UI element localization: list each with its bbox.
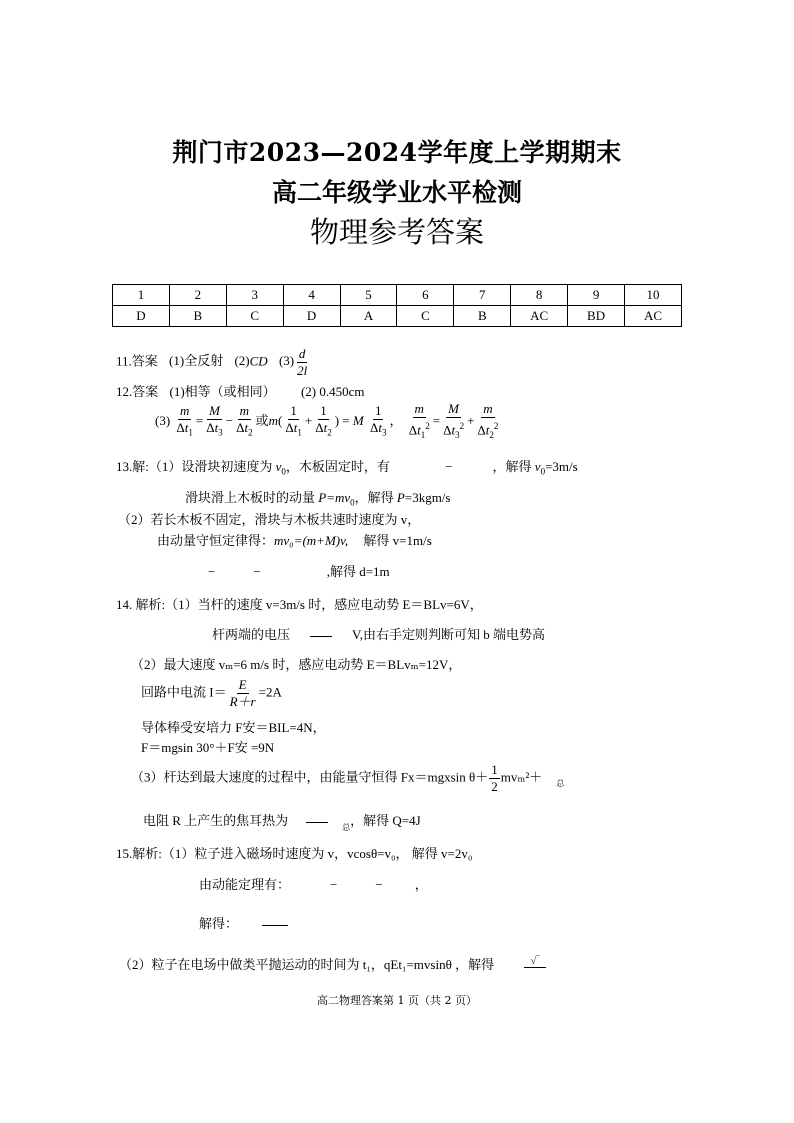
- table-row-numbers: [113, 285, 682, 306]
- q13-text: =3kgm/s: [404, 490, 451, 505]
- q11-part2-prefix: (2): [234, 353, 250, 369]
- q14-line7: （3）杆达到最大速度的过程中，由能量守恒得 Fx＝mgxsin θ＋ $\frac{1}{2}$ mvₘ²＋ $_总$: [131, 762, 565, 794]
- q12-part2: (2) 0.450cm: [300, 384, 365, 399]
- q11-den: 2l: [297, 363, 308, 378]
- q12-label: 12.答案: [116, 384, 159, 399]
- table-cell: D: [113, 306, 170, 327]
- q13-line1: 13.解:（1）设滑块初速度为 $v_0$，木板固定时，有 − ，解得 $v_0=3m/s$: [116, 459, 578, 477]
- q14-text: 电阻 R 上产生的焦耳热为: [143, 813, 289, 828]
- table-cell: AC: [625, 306, 682, 327]
- table-cell: 3: [226, 285, 283, 306]
- table-cell: A: [340, 306, 397, 327]
- q14-line4: [141, 677, 282, 710]
- page-footer: 高二物理答案第 1 页（共 2 页）: [317, 994, 477, 1007]
- q14-line6: F＝mgsin 30°＋F安 =9N: [141, 740, 275, 755]
- table-cell: 5: [340, 285, 397, 306]
- table-cell: B: [454, 306, 511, 327]
- page-title-line1: 荆门市2023—2024学年度上学期期末: [172, 138, 622, 167]
- q13-text: ,解得 d=1m: [326, 564, 390, 579]
- table-cell: BD: [568, 306, 625, 327]
- q14-line2: [212, 624, 545, 643]
- q14-line1: 14. 解析:（1）当杆的速度 v=3m/s 时，感应电动势 E＝BLv=6V，: [116, 597, 483, 612]
- q12-part1: (1)相等（或相同）: [169, 384, 276, 399]
- table-cell: 1: [113, 285, 170, 306]
- q15-text: （2）粒子在电场中做类平抛运动的时间为 t₁，qEt₁=mvsinθ ，解得: [119, 957, 495, 972]
- q13-line2: 滑块滑上木板时的动量 $P=mv_0$，解得 P=3kgm/s: [185, 490, 451, 508]
- table-cell: D: [283, 306, 340, 327]
- q15-text: 由动能定理有：: [199, 877, 291, 892]
- q11-label: 11.答案: [116, 353, 158, 369]
- q13-text: 由动量守恒定律得：: [157, 533, 275, 548]
- table-row-answers: [113, 306, 682, 327]
- q15-line3: [199, 913, 288, 932]
- q14-text: 总: [556, 779, 565, 789]
- q13-text: mv₀=(m+M)v,: [274, 533, 349, 548]
- q13-text: 滑块滑上木板时的动量: [185, 490, 319, 505]
- q15-line1: 15.解析:（1）粒子进入磁场时速度为 v，vcosθ=v₀， 解得 v=2v₀: [116, 846, 473, 861]
- table-cell: 2: [169, 285, 226, 306]
- q12-line1: [116, 381, 364, 400]
- table-cell: 9: [568, 285, 625, 306]
- q11-line: [116, 346, 310, 379]
- q14-text: （3）杆达到最大速度的过程中，由能量守恒得 Fx＝mgxsin θ＋: [131, 769, 489, 785]
- q14-text: mvₘ²＋: [500, 769, 543, 785]
- q11-part3: (3): [278, 353, 295, 369]
- q14-text: =2A: [258, 684, 282, 700]
- q14-line5: 导体棒受安培力 F安＝BIL=4N，: [141, 720, 326, 735]
- q11-fraction: [295, 346, 309, 379]
- q14-text: 回路中电流 I＝: [141, 684, 227, 700]
- q14-den: R＋r: [229, 694, 256, 709]
- q15-line2: 由动能定理有： − − ，: [199, 877, 428, 892]
- q13-line3: （2）若长木板不固定，滑块与木板共速时速度为 v，: [118, 512, 421, 527]
- q13-text: ，木板固定时，有: [285, 459, 390, 474]
- q13-text: ，解得: [492, 459, 535, 474]
- q15-line4: [119, 954, 546, 973]
- q12-formula: (3) $\frac{m}{\Delta t_1}$ = $\frac{M}{\Delta t_3}$ − $\frac{m}{\Delta t_2}$ 或m( $\frac{1}{\Delta t_1}$ + $\frac{1}{\Delta t_2}$ ) = M $\frac{1}{\Delta t_3}$ ， $\frac{m}{\Delta t_1^2}$ = $\frac{M}{\Delta t_3^2}$ + $\frac{m}{\Delta t_2^2}$: [155, 401, 499, 440]
- q13-text: 13.解:（1）设滑块初速度为: [116, 459, 276, 474]
- q15-sqrt: √‾: [530, 955, 540, 967]
- q13-text: =3m/s: [545, 459, 578, 474]
- q13-text: 解得 v=1m/s: [363, 533, 432, 548]
- table-cell: C: [397, 306, 454, 327]
- q15-text: 解得：: [199, 916, 239, 931]
- q14-line8: [143, 810, 421, 832]
- q14-text: 杆两端的电压: [212, 627, 291, 642]
- table-cell: 4: [283, 285, 340, 306]
- q12-or: 或: [255, 412, 269, 428]
- table-cell: 6: [397, 285, 454, 306]
- table-cell: 8: [511, 285, 568, 306]
- q11-part2-answer: CD: [249, 353, 268, 369]
- q14-text: ，解得 Q=4J: [350, 813, 421, 828]
- q14-line3: （2）最大速度 vₘ=6 m/s 时，感应电动势 E＝BLvₘ=12V，: [131, 657, 462, 672]
- q15-text: ，: [414, 877, 428, 892]
- table-cell: C: [226, 306, 283, 327]
- q13-line4: [157, 530, 432, 549]
- q11-part1: (1)全反射: [169, 353, 224, 369]
- q13-text: ，解得: [354, 490, 397, 505]
- q14-text: V,由右手定则判断可知 b 端电势高: [352, 627, 545, 642]
- q14-text: 总: [342, 823, 351, 832]
- table-cell: B: [169, 306, 226, 327]
- q11-num: d: [298, 346, 306, 361]
- answer-table: [112, 284, 682, 327]
- q13-line5: − − ,解得 d=1m: [208, 564, 390, 579]
- q14-num: E: [238, 677, 247, 692]
- table-cell: 7: [454, 285, 511, 306]
- table-cell: 10: [625, 285, 682, 306]
- table-cell: AC: [511, 306, 568, 327]
- page-title-line3: 物理参考答案: [309, 215, 484, 249]
- q12-part3: (3): [155, 412, 171, 428]
- page-title-line2: 高二年级学业水平检测: [271, 178, 522, 207]
